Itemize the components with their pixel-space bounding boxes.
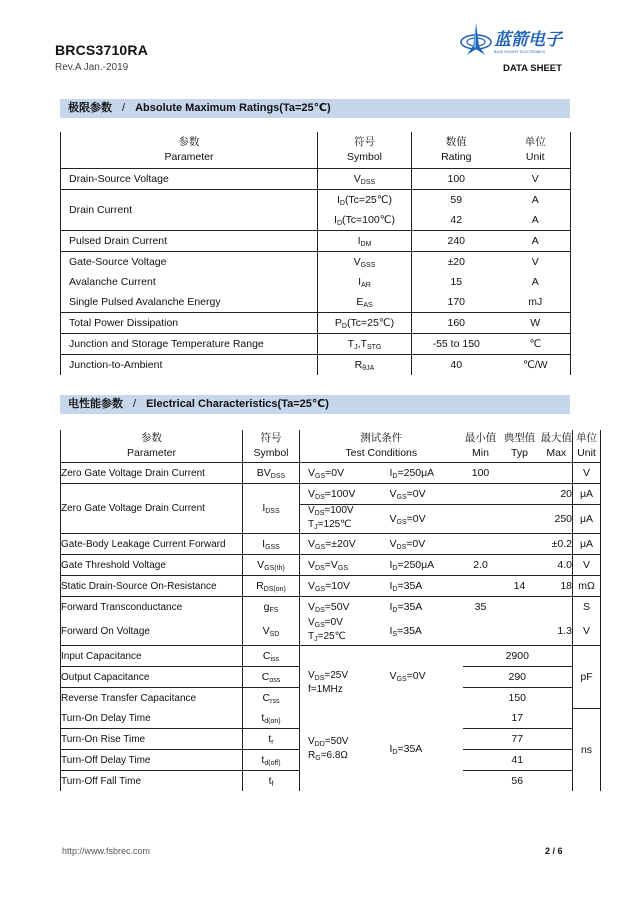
document-type: DATA SHEET	[503, 63, 562, 74]
cell-unit: A	[501, 272, 571, 292]
cell-symbol: $E_{AS}$	[318, 292, 412, 313]
header-symbol: 符号 Symbol	[318, 132, 412, 169]
cell-parameter: Total Power Dissipation	[61, 313, 318, 334]
cell-typ: 150	[463, 688, 573, 709]
cell-unit: μA	[573, 534, 601, 555]
cell-cond2: $I_D=250\mu A$	[390, 555, 463, 576]
cell-unit: W	[501, 313, 571, 334]
header-rating: 数值 Rating	[412, 132, 501, 169]
cell-cond1: $V_{GS}=\pm 20V$	[300, 534, 390, 555]
section-title-en: Electrical Characteristics(Ta=25℃)	[146, 398, 329, 410]
cell-symbol: $C_{rss}$	[243, 688, 300, 709]
cell-parameter: Gate Threshold Voltage	[61, 555, 243, 576]
cell-unit: V	[573, 617, 601, 646]
table-row	[61, 463, 601, 484]
table-row	[61, 617, 601, 646]
cell-typ	[499, 617, 541, 646]
cell-min	[463, 484, 499, 505]
cell-symbol: $I_D(Tc=100℃)$	[318, 210, 412, 231]
cell-unit: mΩ	[573, 576, 601, 597]
cell-cond2: $V_{DS}=0V$	[390, 534, 463, 555]
svg-text:蓝箭电子: 蓝箭电子	[494, 30, 562, 50]
cell-unit: mJ	[501, 292, 571, 313]
cell-rating: 170	[412, 292, 501, 313]
electrical-table	[60, 430, 601, 791]
cell-cond2: $V_{GS}=0V$	[390, 484, 463, 505]
cell-typ	[499, 505, 541, 534]
cell-cond1: $V_{GS}=0V$	[300, 463, 390, 484]
cell-parameter: Gate-Body Leakage Current Forward	[61, 534, 243, 555]
cell-rating: 240	[412, 231, 501, 252]
cell-min	[463, 505, 499, 534]
cell-typ: 56	[463, 771, 573, 792]
cell-parameter: Avalanche Current	[61, 272, 318, 292]
table-header-row	[61, 430, 601, 463]
abs-max-table	[60, 132, 571, 375]
cell-cond1: $V_{DS}=100V$ $T_J=125℃$	[300, 505, 390, 534]
cell-typ: 2900	[463, 646, 573, 667]
cell-parameter: Drain Current	[61, 190, 318, 231]
cell-typ: 41	[463, 750, 573, 771]
cell-unit: V	[501, 169, 571, 190]
header-unit: 单位 Unit	[573, 430, 601, 463]
cell-typ	[499, 463, 541, 484]
cell-symbol: $T_J,T_{STG}$	[318, 334, 412, 355]
cell-cond1: $V_{DS}=100V$	[300, 484, 390, 505]
cell-symbol: $I_{GSS}$	[243, 534, 300, 555]
cell-max	[541, 597, 573, 618]
cell-symbol: $t_{d(on)}$	[243, 708, 300, 729]
cell-unit: ℃/W	[501, 355, 571, 376]
cell-cond2: $V_{GS}=0V$	[390, 505, 463, 534]
cell-typ	[499, 534, 541, 555]
cell-unit: V	[501, 252, 571, 273]
cell-rating: -55 to 150	[412, 334, 501, 355]
cell-symbol: $I_{DSS}$	[243, 484, 300, 534]
footer-url[interactable]: http://www.fsbrec.com	[62, 846, 151, 856]
cell-min	[463, 534, 499, 555]
cell-typ: 17	[463, 708, 573, 729]
cell-parameter: Gate-Source Voltage	[61, 252, 318, 273]
cell-cond2: $I_D=35A$	[389, 600, 423, 614]
cell-unit: V	[573, 555, 601, 576]
header-symbol: 符号 Symbol	[243, 430, 300, 463]
section-header-abs-max: 极限参数 / Absolute Maximum Ratings(Ta=25℃)	[60, 99, 570, 118]
cell-symbol: $V_{GS(th)}$	[243, 555, 300, 576]
cell-symbol: $BV_{DSS}$	[243, 463, 300, 484]
cell-cond1: $V_{DS}=25V$ f=1MHz	[308, 670, 349, 695]
table-header-row	[61, 132, 571, 169]
cell-parameter: Input Capacitance	[61, 646, 243, 667]
table-row	[61, 231, 571, 252]
cell-cond2: $V_{GS}=0V$	[389, 670, 426, 683]
cell-symbol: $I_{AR}$	[318, 272, 412, 292]
section-title-cn: 极限参数	[68, 102, 112, 114]
cell-cond1: $V_{DD}=50V$ $R_G=6.8\Omega$	[308, 735, 349, 762]
cell-min: 35	[474, 601, 487, 613]
cell-parameter: Single Pulsed Avalanche Energy	[61, 292, 318, 313]
cell-symbol: $t_f$	[243, 771, 300, 792]
cell-cond2: $I_D=250\mu A$	[390, 463, 463, 484]
table-row	[61, 355, 571, 376]
header-typ: 典型值 Typ	[499, 430, 541, 463]
table-row	[61, 576, 601, 597]
cell-parameter: Reverse Transfer Capacitance	[61, 688, 243, 709]
cell-parameter: Turn-On Rise Time	[61, 729, 243, 750]
company-logo	[458, 22, 588, 58]
header-max: 最大值 Max	[541, 430, 573, 463]
table-row	[61, 646, 601, 667]
cell-parameter: Zero Gate Voltage Drain Current	[61, 484, 243, 534]
cell-max: 250	[541, 505, 573, 534]
header-parameter: 参数 Parameter	[61, 132, 318, 169]
cell-parameter: Junction and Storage Temperature Range	[61, 334, 318, 355]
cell-cond1: $V_{DS}=V_{GS}$	[300, 555, 390, 576]
cell-rating: 100	[412, 169, 501, 190]
header-parameter: 参数 Parameter	[61, 430, 243, 463]
table-row	[61, 534, 601, 555]
cell-min	[463, 617, 499, 646]
table-row	[61, 292, 571, 313]
cell-symbol: $P_D(Tc=25℃)$	[318, 313, 412, 334]
cell-symbol: $t_{d(off)}$	[243, 750, 300, 771]
cell-parameter: Turn-Off Fall Time	[61, 771, 243, 792]
table-row	[61, 190, 571, 211]
part-number: BRCS3710RA	[55, 42, 149, 58]
cell-parameter: Zero Gate Voltage Drain Current	[61, 463, 243, 484]
cell-rating: 15	[450, 276, 463, 288]
table-row	[61, 313, 571, 334]
table-row	[61, 555, 601, 576]
cell-parameter: Static Drain-Source On-Resistance	[61, 576, 243, 597]
cell-symbol: $R_{DS(on)}$	[243, 576, 300, 597]
section-header-electrical: 电性能参数 / Electrical Characteristics(Ta=25℃)	[60, 395, 570, 414]
cell-typ: 14	[499, 576, 541, 597]
revision: Rev.A Jan.-2019	[55, 62, 129, 73]
cell-max	[541, 463, 573, 484]
cell-unit: A	[501, 231, 571, 252]
cell-unit: V	[573, 463, 601, 484]
table-row	[61, 272, 571, 292]
cell-cond2: $I_D=35A$	[390, 576, 463, 597]
cell-unit: μA	[573, 505, 601, 534]
cell-parameter: Pulsed Drain Current	[61, 231, 318, 252]
cell-cond1: $V_{GS}=0V$ $T_J=25℃$	[300, 617, 390, 646]
header-unit: 单位 Unit	[501, 132, 571, 169]
cell-cond1: $V_{GS}=10V$	[300, 576, 390, 597]
rocket-logo-icon	[458, 22, 588, 58]
cell-parameter: Drain-Source Voltage	[61, 169, 318, 190]
cell-max: 4.0	[541, 555, 573, 576]
cell-cond2: $I_D=35A$	[389, 743, 423, 756]
cell-unit: ℃	[501, 334, 571, 355]
page-number: 2 / 6	[545, 846, 563, 856]
section-title-cn: 电性能参数	[68, 398, 123, 410]
cell-symbol: $C_{oss}$	[243, 667, 300, 688]
cell-symbol: $t_r$	[243, 729, 300, 750]
cell-unit: pF	[573, 646, 601, 709]
table-row	[61, 169, 571, 190]
cell-symbol: $V_{GSS}$	[318, 252, 412, 273]
cell-rating: 59	[450, 194, 463, 206]
cell-rating: ±20	[447, 256, 465, 268]
cell-symbol: $V_{SD}$	[243, 617, 300, 646]
cell-symbol: $V_{DSS}$	[318, 169, 412, 190]
cell-cond2: $I_S=35A$	[390, 617, 463, 646]
cell-rating: 160	[412, 313, 501, 334]
cell-symbol: $R_{\theta JA}$	[318, 355, 412, 376]
cell-parameter: Forward On Voltage	[61, 617, 243, 646]
header-test-conditions: 测试条件 Test Conditions	[300, 430, 463, 463]
cell-cond1: $V_{DS}=50V$	[308, 600, 350, 614]
header-min: 最小值 Min	[463, 430, 499, 463]
cell-typ	[499, 555, 541, 576]
table-row	[61, 334, 571, 355]
cell-rating: 42	[412, 210, 501, 231]
cell-unit: A	[501, 210, 571, 231]
cell-unit: ns	[573, 708, 601, 791]
cell-typ: 77	[463, 729, 573, 750]
cell-typ: 290	[463, 667, 573, 688]
cell-symbol: $I_D(Tc=25℃)$	[318, 190, 412, 211]
cell-min	[463, 576, 499, 597]
cell-parameter: Forward Transconductance	[61, 597, 243, 618]
cell-max: 18	[541, 576, 573, 597]
cell-max: 1.3	[541, 617, 573, 646]
section-title-en: Absolute Maximum Ratings(Ta=25℃)	[135, 102, 331, 114]
cell-max: 20	[541, 484, 573, 505]
cell-max: ±0.2	[541, 534, 573, 555]
cell-symbol: $g_{FS}$	[243, 597, 300, 618]
cell-unit: S	[573, 597, 601, 618]
cell-min: 2.0	[463, 555, 499, 576]
cell-typ	[499, 597, 541, 618]
cell-typ	[499, 484, 541, 505]
cell-unit: μA	[573, 484, 601, 505]
table-row	[61, 484, 601, 505]
cell-symbol: $I_{DM}$	[318, 231, 412, 252]
table-row	[61, 597, 601, 618]
cell-parameter: Turn-On Delay Time	[61, 708, 243, 729]
cell-parameter: Output Capacitance	[61, 667, 243, 688]
cell-parameter: Turn-Off Delay Time	[61, 750, 243, 771]
cell-parameter: Junction-to-Ambient	[61, 355, 318, 376]
cell-rating: 40	[450, 359, 463, 371]
cell-unit: A	[501, 190, 571, 211]
table-row	[61, 252, 571, 273]
cell-min: 100	[463, 463, 499, 484]
cell-symbol: $C_{iss}$	[243, 646, 300, 667]
svg-text:BLUE ROCKET ELECTRONICS: BLUE ROCKET ELECTRONICS	[494, 50, 546, 54]
table-row	[61, 708, 601, 729]
